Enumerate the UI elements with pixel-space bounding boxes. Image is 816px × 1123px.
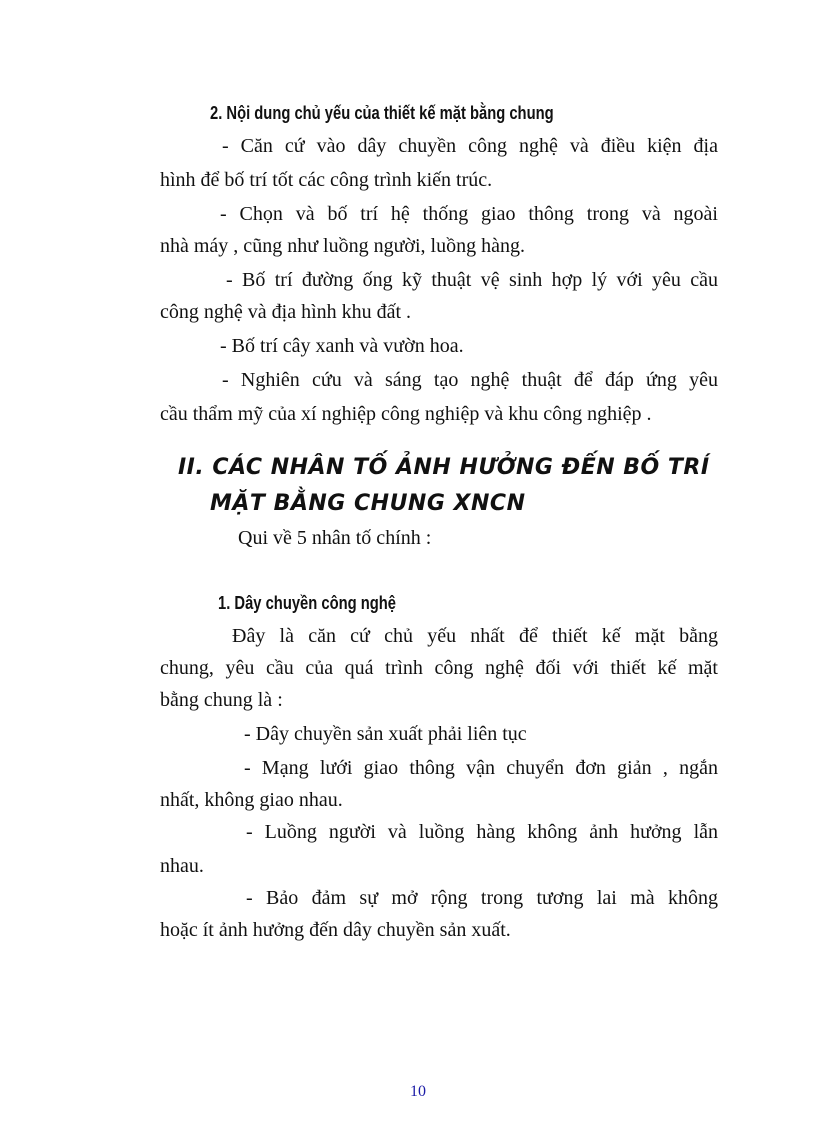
bullet-item: - Chọn và bố trí hệ thống giao thông trong và ngoài bbox=[220, 203, 718, 225]
bullet-item-continuation: nhà máy , cũng như luồng người, luồng hàng. bbox=[160, 235, 525, 257]
bullet-item-continuation: nhất, không giao nhau. bbox=[160, 789, 343, 811]
bullet-item: - Bảo đảm sự mở rộng trong tương lai mà không bbox=[246, 887, 718, 909]
subsection-heading: 2. Nội dung chủ yếu của thiết kế mặt bằng chung bbox=[210, 103, 554, 123]
bullet-item-continuation: hoặc ít ảnh hưởng đến dây chuyền sản xuất. bbox=[160, 919, 511, 941]
bullet-item: - Luồng người và luồng hàng không ảnh hưởng lẫn bbox=[246, 821, 718, 843]
paragraph-line: chung, yêu cầu của quá trình công nghệ đối với thiết kế mặt bbox=[160, 657, 718, 679]
paragraph-line: Đây là căn cứ chủ yếu nhất để thiết kế mặt bằng bbox=[232, 625, 718, 647]
bullet-item-continuation: công nghệ và địa hình khu đất . bbox=[160, 301, 412, 323]
bullet-item: - Mạng lưới giao thông vận chuyển đơn giản , ngắn bbox=[244, 757, 718, 779]
paragraph-line: bằng chung là : bbox=[160, 689, 283, 711]
bullet-item-continuation: nhau. bbox=[160, 855, 204, 877]
section-heading: II. CÁC NHÂN TỐ ẢNH HƯỞNG ĐẾN BỐ TRÍ bbox=[178, 455, 710, 480]
section-heading-continuation: MẶT BẰNG CHUNG XNCN bbox=[210, 491, 526, 516]
bullet-item: - Căn cứ vào dây chuyền công nghệ và điều kiện địa bbox=[222, 135, 718, 157]
page-number: 10 bbox=[410, 1083, 426, 1100]
section-intro: Qui về 5 nhân tố chính : bbox=[238, 527, 432, 549]
bullet-item-continuation: hình để bố trí tốt các công trình kiến trúc. bbox=[160, 169, 493, 191]
bullet-item: - Dây chuyền sản xuất phải liên tục bbox=[244, 723, 527, 745]
bullet-item-continuation: cầu thẩm mỹ của xí nghiệp công nghiệp và khu công nghiệp . bbox=[160, 403, 652, 425]
subsection-heading: 1. Dây chuyền công nghệ bbox=[218, 593, 396, 613]
bullet-item: - Bố trí cây xanh và vườn hoa. bbox=[220, 335, 464, 357]
bullet-item: - Bố trí đường ống kỹ thuật vệ sinh hợp lý với yêu cầu bbox=[226, 269, 718, 291]
bullet-item: - Nghiên cứu và sáng tạo nghệ thuật để đáp ứng yêu bbox=[222, 369, 718, 391]
